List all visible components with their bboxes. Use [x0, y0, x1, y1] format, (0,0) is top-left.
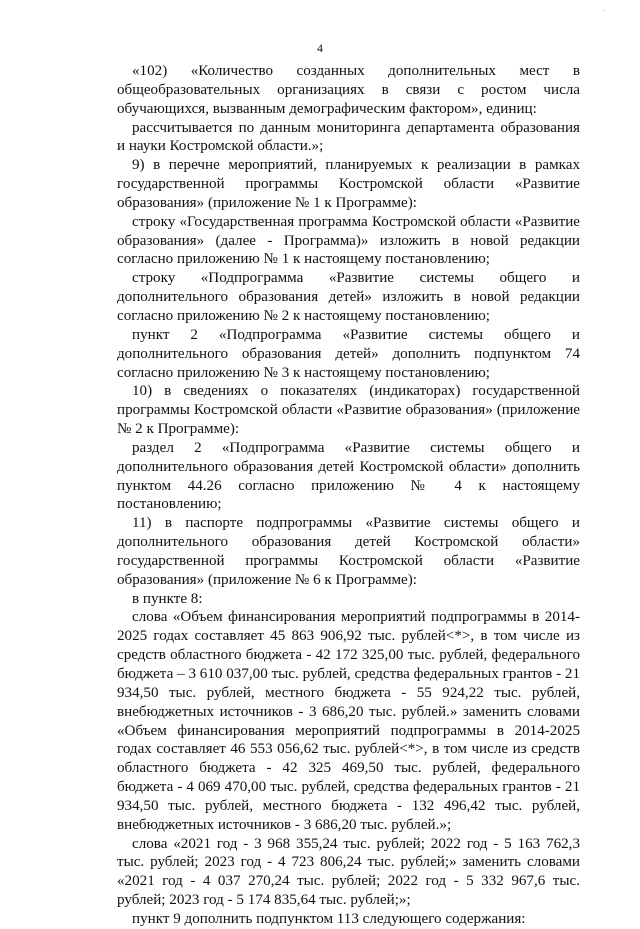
page-number: 4	[317, 41, 323, 55]
paragraph-subprogram-point-2: пункт 2 «Подпрограмма «Развитие системы общего и дополнительного образования детей» дополнить подпунктом 74 согласно приложению № 3 к настоящему постановлению;	[117, 326, 580, 381]
paragraph-indicator-102: «102) «Количество созданных дополнительных мест в общеобразовательных организациях в связи с ростом числа обучающихся, вызванным демографическим фактором», единиц:	[117, 63, 580, 117]
paragraph-point-8: в пункте 8:	[132, 590, 203, 607]
paragraph-item-10: 10) в сведениях о показателях (индикаторах) государственной программы Костромской области «Развитие образования» (приложение № 2 к Программе):	[117, 383, 580, 438]
paragraph-funding-years: слова «2021 год - 3 968 355,24 тыс. рублей; 2022 год - 5 163 762,3 тыс. рублей; 2023 год - 4 723 806,24 тыс. рублей;» заменить словами «2021 год - 4 037 270,24 тыс. рублей; 2022 год - 5 332 967,6 тыс. рублей; 2023 год - 5 174 835,64 тыс. рублей;»;	[117, 835, 580, 909]
paragraph-calculation-note: рассчитывается по данным мониторинга департамента образования и науки Костромской области.»;	[117, 119, 580, 155]
paragraph-program-row: строку «Государственная программа Костромской области «Развитие образования» (далее - Программа)» изложить в новой редакции согласно приложению № 1 к настоящему постановлению;	[117, 213, 580, 268]
paragraph-item-11: 11) в паспорте подпрограммы «Развитие системы общего и дополнительного образования детей Костромской области» государственной программы Костромской области «Развитие образования» (приложение № 6 к Программе):	[117, 515, 580, 588]
paragraph-section-2: раздел 2 «Подпрограмма «Развитие системы общего и дополнительного образования детей Костромской области» дополнить пунктом 44.26 согласно приложению № 4 к настоящему постановлению;	[117, 439, 580, 513]
paragraph-subprogram-row: строку «Подпрограмма «Развитие системы общего и дополнительного образования детей» изложить в новой редакции согласно приложению № 2 к настоящему постановлению;	[117, 270, 580, 324]
scan-artifact	[603, 10, 604, 11]
document-body	[117, 62, 580, 929]
paragraph-item-9: 9) в перечне мероприятий, планируемых к реализации в рамках государственной программы Костромской области «Развитие образования» (приложение № 1 к Программе):	[117, 157, 580, 211]
paragraph-point-9: пункт 9 дополнить подпунктом 113 следующего содержания:	[132, 910, 526, 927]
paragraph-funding-total: слова «Объем финансирования мероприятий подпрограммы в 2014-2025 годах составляет 45 863 906,92 тыс. рублей<*>, в том числе из средств областного бюджета - 42 172 325,00 тыс. рублей, федерального бюджета – 3 610 037,00 тыс. рублей, средства федеральных грантов - 21 934,50 тыс. рублей, местного бюджета - 55 924,22 тыс. рублей, внебюджетных источников - 3 686,20 тыс. рублей.» заменить словами «Объем финансирования мероприятий подпрограммы в 2014-2025 годах составляет 46 553 056,62 тыс. рублей<*>, в том числе из средств областного бюджета - 42 325 469,50 тыс. рублей, федерального бюджета - 4 069 470,00 тыс. рублей, средства федеральных грантов - 21 934,50 тыс. рублей, местного бюджета - 132 496,42 тыс. рублей, внебюджетных источников - 3 686,20 тыс. рублей.»;	[117, 609, 580, 833]
